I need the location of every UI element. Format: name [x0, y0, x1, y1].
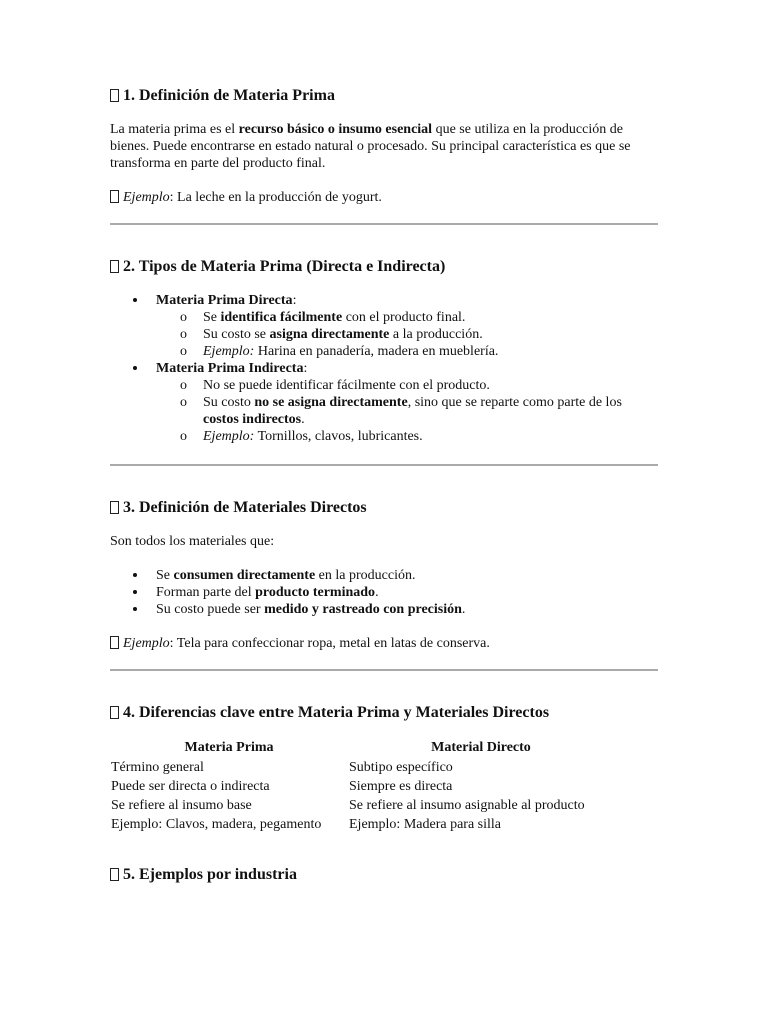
divider	[110, 464, 658, 466]
column-header: Materia Prima	[184, 740, 274, 755]
list-item: o Se identifica fácilmente con el producto final.	[156, 309, 658, 326]
table-cell: Siempre es directa	[349, 779, 453, 794]
table-cell: Término general	[111, 760, 204, 775]
table-cell: Se refiere al insumo base	[111, 798, 252, 813]
divider	[110, 223, 658, 225]
missing-glyph-icon	[110, 868, 119, 881]
section-4-heading: 4. Diferencias clave entre Materia Prima y Materiales Directos	[110, 703, 658, 723]
divider	[110, 669, 658, 671]
section-1-heading: 1. Definición de Materia Prima	[110, 86, 658, 106]
section-3-heading: 3. Definición de Materiales Directos	[110, 498, 658, 518]
list-item: o Ejemplo: Tornillos, clavos, lubricantes.	[156, 428, 658, 445]
table-cell: Ejemplo: Clavos, madera, pegamento	[111, 817, 322, 832]
list-item: Se consumen directamente en la producción.	[110, 567, 658, 584]
list-item: o No se puede identificar fácilmente con el producto.	[156, 377, 658, 394]
missing-glyph-icon	[110, 89, 119, 102]
table-row	[110, 778, 614, 797]
list-item-indirecta: Materia Prima Indirecta: o No se puede identificar fácilmente con el producto. o Su costo no se asigna directamente, sino que se reparte como parte de los costos indirectos. o Ejemplo: Tornillos, clavos, lubricantes.	[110, 360, 658, 445]
table-row	[110, 759, 614, 778]
section-2	[110, 257, 658, 445]
list-item-directa: Materia Prima Directa: o Se identifica fácilmente con el producto final. o Su costo se asigna directamente a la producción. o Ejemplo: Harina en panadería, madera en mueblería.	[110, 292, 658, 360]
list-item: Forman parte del producto terminado.	[110, 584, 658, 601]
table-cell: Subtipo específico	[349, 760, 453, 775]
comparison-table	[110, 739, 614, 835]
list-item: Su costo puede ser medido y rastreado con precisión.	[110, 601, 658, 618]
list-item: o Su costo no se asigna directamente, sino que se reparte como parte de los costos indirectos.	[156, 394, 658, 428]
types-list	[110, 292, 658, 445]
missing-glyph-icon	[110, 190, 119, 203]
section-3-example: Ejemplo: Tela para confeccionar ropa, metal en latas de conserva.	[110, 635, 658, 652]
missing-glyph-icon	[110, 706, 119, 719]
materials-list	[110, 567, 658, 618]
table-row	[110, 816, 614, 835]
table-cell: Puede ser directa o indirecta	[111, 779, 270, 794]
list-item: o Ejemplo: Harina en panadería, madera en mueblería.	[156, 343, 658, 360]
section-3	[110, 498, 658, 652]
indirecta-sublist	[156, 377, 658, 445]
directa-sublist	[156, 309, 658, 360]
table-cell: Ejemplo: Madera para silla	[349, 817, 501, 832]
column-header: Material Directo	[431, 740, 531, 755]
section-3-intro: Son todos los materiales que:	[110, 534, 275, 549]
section-1-paragraph: La materia prima es el recurso básico o insumo esencial que se utiliza en la producción de bienes. Puede encontrarse en estado natural o procesado. Su principal característica es que se transforma en parte del producto final.	[110, 122, 631, 171]
section-1	[110, 86, 658, 206]
missing-glyph-icon	[110, 501, 119, 514]
section-1-example: Ejemplo: La leche en la producción de yogurt.	[110, 189, 658, 206]
section-5-heading: 5. Ejemplos por industria	[110, 865, 658, 885]
table-header-row	[110, 739, 614, 759]
section-4	[110, 703, 658, 835]
missing-glyph-icon	[110, 260, 119, 273]
section-2-heading: 2. Tipos de Materia Prima (Directa e Indirecta)	[110, 257, 658, 277]
table-row	[110, 797, 614, 816]
missing-glyph-icon	[110, 636, 119, 649]
section-5	[110, 865, 658, 885]
table-cell: Se refiere al insumo asignable al producto	[349, 798, 585, 813]
list-item: o Su costo se asigna directamente a la producción.	[156, 326, 658, 343]
